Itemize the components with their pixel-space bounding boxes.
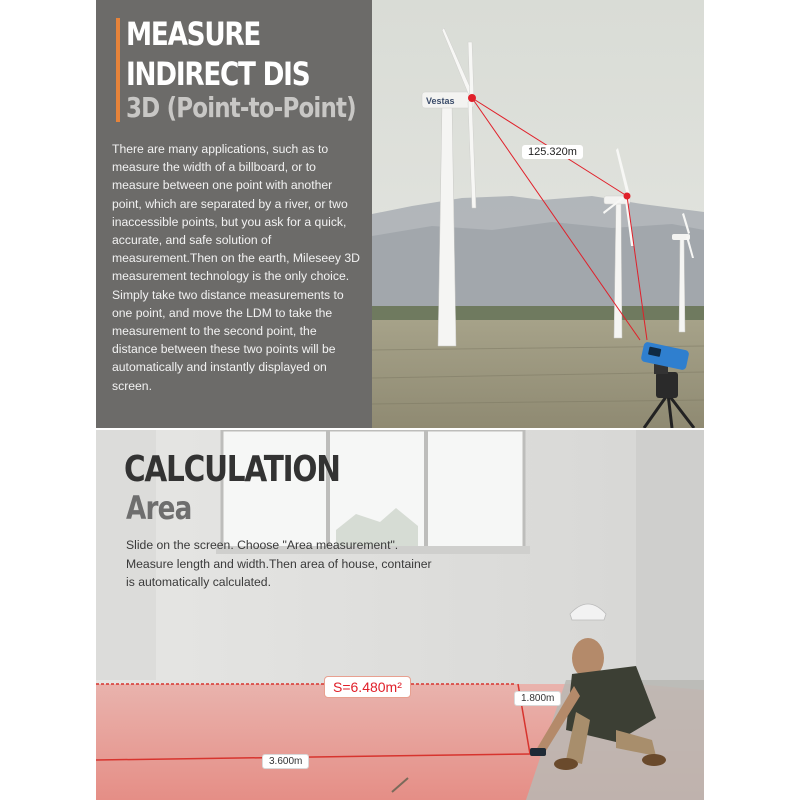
length-readout: 3.600m	[262, 754, 309, 769]
width-readout: 1.800m	[514, 691, 561, 706]
section-title-line-2: INDIRECT DIS	[126, 55, 310, 93]
area-readout: S=6.480m²	[324, 676, 411, 698]
tree-line	[372, 306, 704, 322]
right-wall	[636, 430, 704, 690]
distance-readout: 125.320m	[522, 145, 583, 159]
far-mountains	[372, 222, 704, 310]
turbine-brand: Vestas	[426, 96, 455, 106]
section-title-line-1: CALCULATION	[124, 449, 340, 490]
accent-bar	[116, 18, 120, 122]
section-subtitle: 3D (Point-to-Point)	[126, 91, 356, 124]
wind-farm-illustration	[372, 0, 704, 428]
wind-turbine-photo	[372, 0, 704, 428]
target-point-1	[468, 94, 476, 102]
description-panel	[96, 0, 372, 428]
description-text: Slide on the screen. Choose "Area measurement". Measure length and width.Then area of house, container is automatically calculated.	[126, 538, 432, 589]
target-point-2	[624, 193, 631, 200]
description-text: There are many applications, such as to measure the width of a billboard, or to measure between one point with another point, which are separated by a river, or two inaccessible points, but you ask for a quick, accurate, and safe solution of measurement.Then on the earth, Mileseey 3D measurement technology is the only choice. Simply take two distance measurements to one point, and move the LDM to take the measurement to the second point, the distance between these two points will be automatically and instantly displayed on screen.	[112, 142, 360, 393]
indirect-distance-panel	[96, 0, 704, 428]
section-subtitle: Area	[126, 489, 192, 527]
section-title-line-1: MEASURE	[126, 15, 261, 53]
laser-meter-device	[530, 748, 546, 756]
area-calculation-panel	[96, 430, 704, 800]
